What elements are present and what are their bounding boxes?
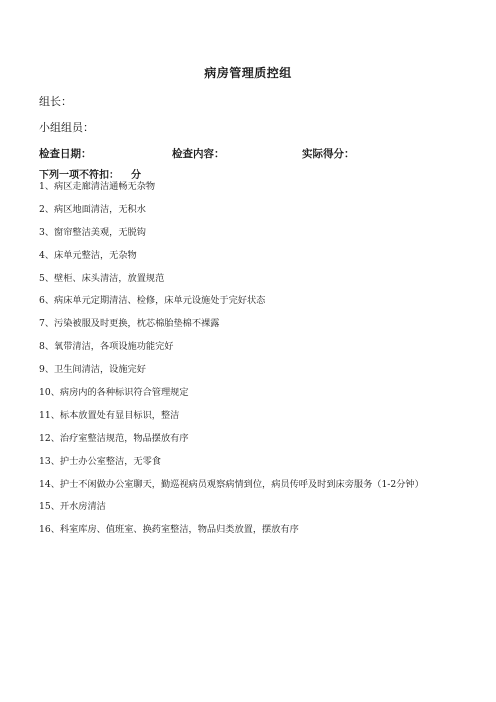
deduction-label: 下列一项不符扣： [39,170,119,181]
checklist-item: 14、护士不闲做办公室聊天，勤巡视病员观察病情到位，病员传呼及时到床旁服务（1-2分钟） [39,478,424,490]
inspection-meta-row [39,146,459,162]
checklist-item: 1、病区走廊清洁通畅无杂物 [39,181,156,192]
checklist-item: 8、氧带清洁，各项设施功能完好 [39,341,174,353]
checklist-item: 5、壁柜、床头清洁，放置规范 [39,272,165,284]
page-title: 病房管理质控组 [204,66,292,80]
checklist-item: 6、病床单元定期清洁、检修，床单元设施处于完好状态 [39,295,266,307]
deduction-unit: 分 [131,170,141,181]
checklist-item: 16、科室库房、值班室、换药室整洁，物品归类放置，摆放有序 [39,524,299,536]
checklist-item: 11、标本放置处有显目标识，整洁 [39,409,180,421]
checklist-item: 9、卫生间清洁，设施完好 [39,364,146,376]
checklist-item: 13、护士办公室整洁，无零食 [39,455,161,467]
group-leader-label: 组长： [39,95,72,108]
deduction-rule [39,166,141,181]
checklist [39,181,459,547]
checklist-item: 15、开水房清洁 [39,501,106,513]
inspection-date-label: 检查日期： [39,148,92,160]
checklist-item: 2、病区地面清洁，无积水 [39,203,146,215]
group-members-label: 小组组员： [39,121,94,134]
checklist-item: 3、窗帘整洁美观，无脱钩 [39,226,146,238]
checklist-item: 10、病房内的各种标识符合管理规定 [39,387,189,399]
checklist-item: 4、床单元整洁，无杂物 [39,249,137,261]
actual-score-label: 实际得分： [302,148,355,160]
checklist-item: 12、治疗室整洁规范，物品摆放有序 [39,432,189,444]
checklist-item: 7、污染被服及时更换，枕芯棉胎垫棉不裸露 [39,318,220,330]
inspection-content-label: 检查内容： [172,148,225,160]
